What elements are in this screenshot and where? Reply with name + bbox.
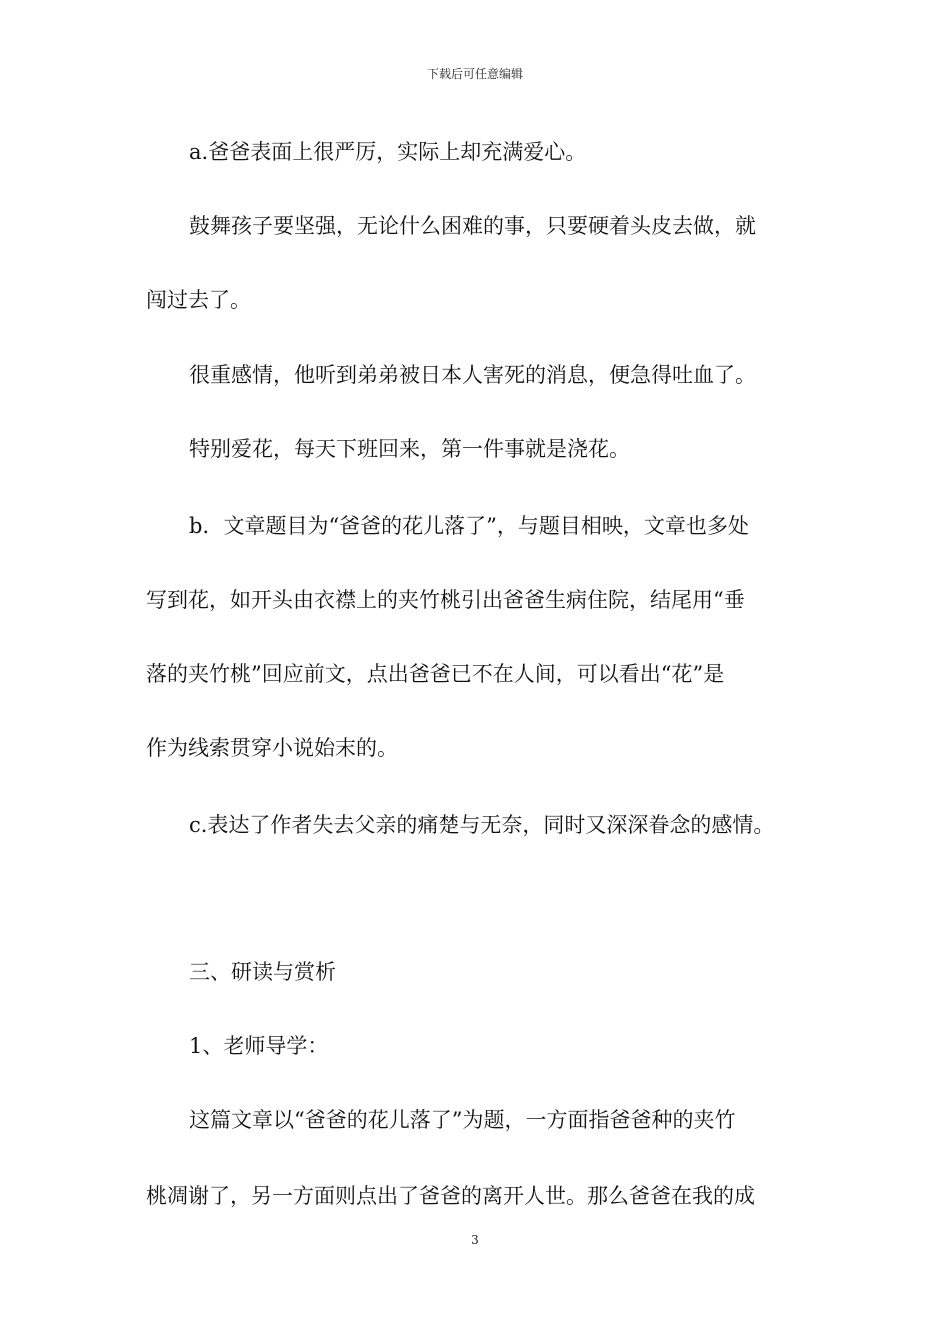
paragraph-line: 这篇文章以“爸爸的花儿落了”为题，一方面指爸爸种的夹竹 xyxy=(189,1108,736,1132)
page-number: 3 xyxy=(471,1233,479,1247)
section-heading: 三、研读与赏析 xyxy=(189,960,336,984)
paragraph-line: c.表达了作者失去父亲的痛楚与无奈，同时又深深眷念的感情。 xyxy=(189,813,775,837)
paragraph-line: b．文章题目为“爸爸的花儿落了”，与题目相映，文章也多处 xyxy=(189,514,749,538)
paragraph-line: 闯过去了。 xyxy=(146,288,251,312)
page-header: 下载后可任意编辑 xyxy=(426,67,523,81)
paragraph-line: 落的夹竹桃”回应前文，点出爸爸已不在人间，可以看出“花”是 xyxy=(146,662,725,686)
paragraph-line: 特别爱花，每天下班回来，第一件事就是浇花。 xyxy=(189,437,630,461)
paragraph-line: a.爸爸表面上很严厉，实际上却充满爱心。 xyxy=(189,140,587,164)
paragraph-line: 作为线索贯穿小说始末的。 xyxy=(146,736,398,760)
paragraph-line: 写到花，如开头由衣襟上的夹竹桃引出爸爸生病住院，结尾用“垂 xyxy=(146,588,745,612)
paragraph-line: 鼓舞孩子要坚强，无论什么困难的事，只要硬着头皮去做，就 xyxy=(189,214,756,238)
paragraph-line: 很重感情，他听到弟弟被日本人害死的消息，便急得吐血了。 xyxy=(189,363,756,387)
paragraph-line: 桃凋谢了，另一方面则点出了爸爸的离开人世。那么爸爸在我的成 xyxy=(146,1184,755,1208)
subsection-heading: 1、老师导学： xyxy=(189,1034,329,1058)
